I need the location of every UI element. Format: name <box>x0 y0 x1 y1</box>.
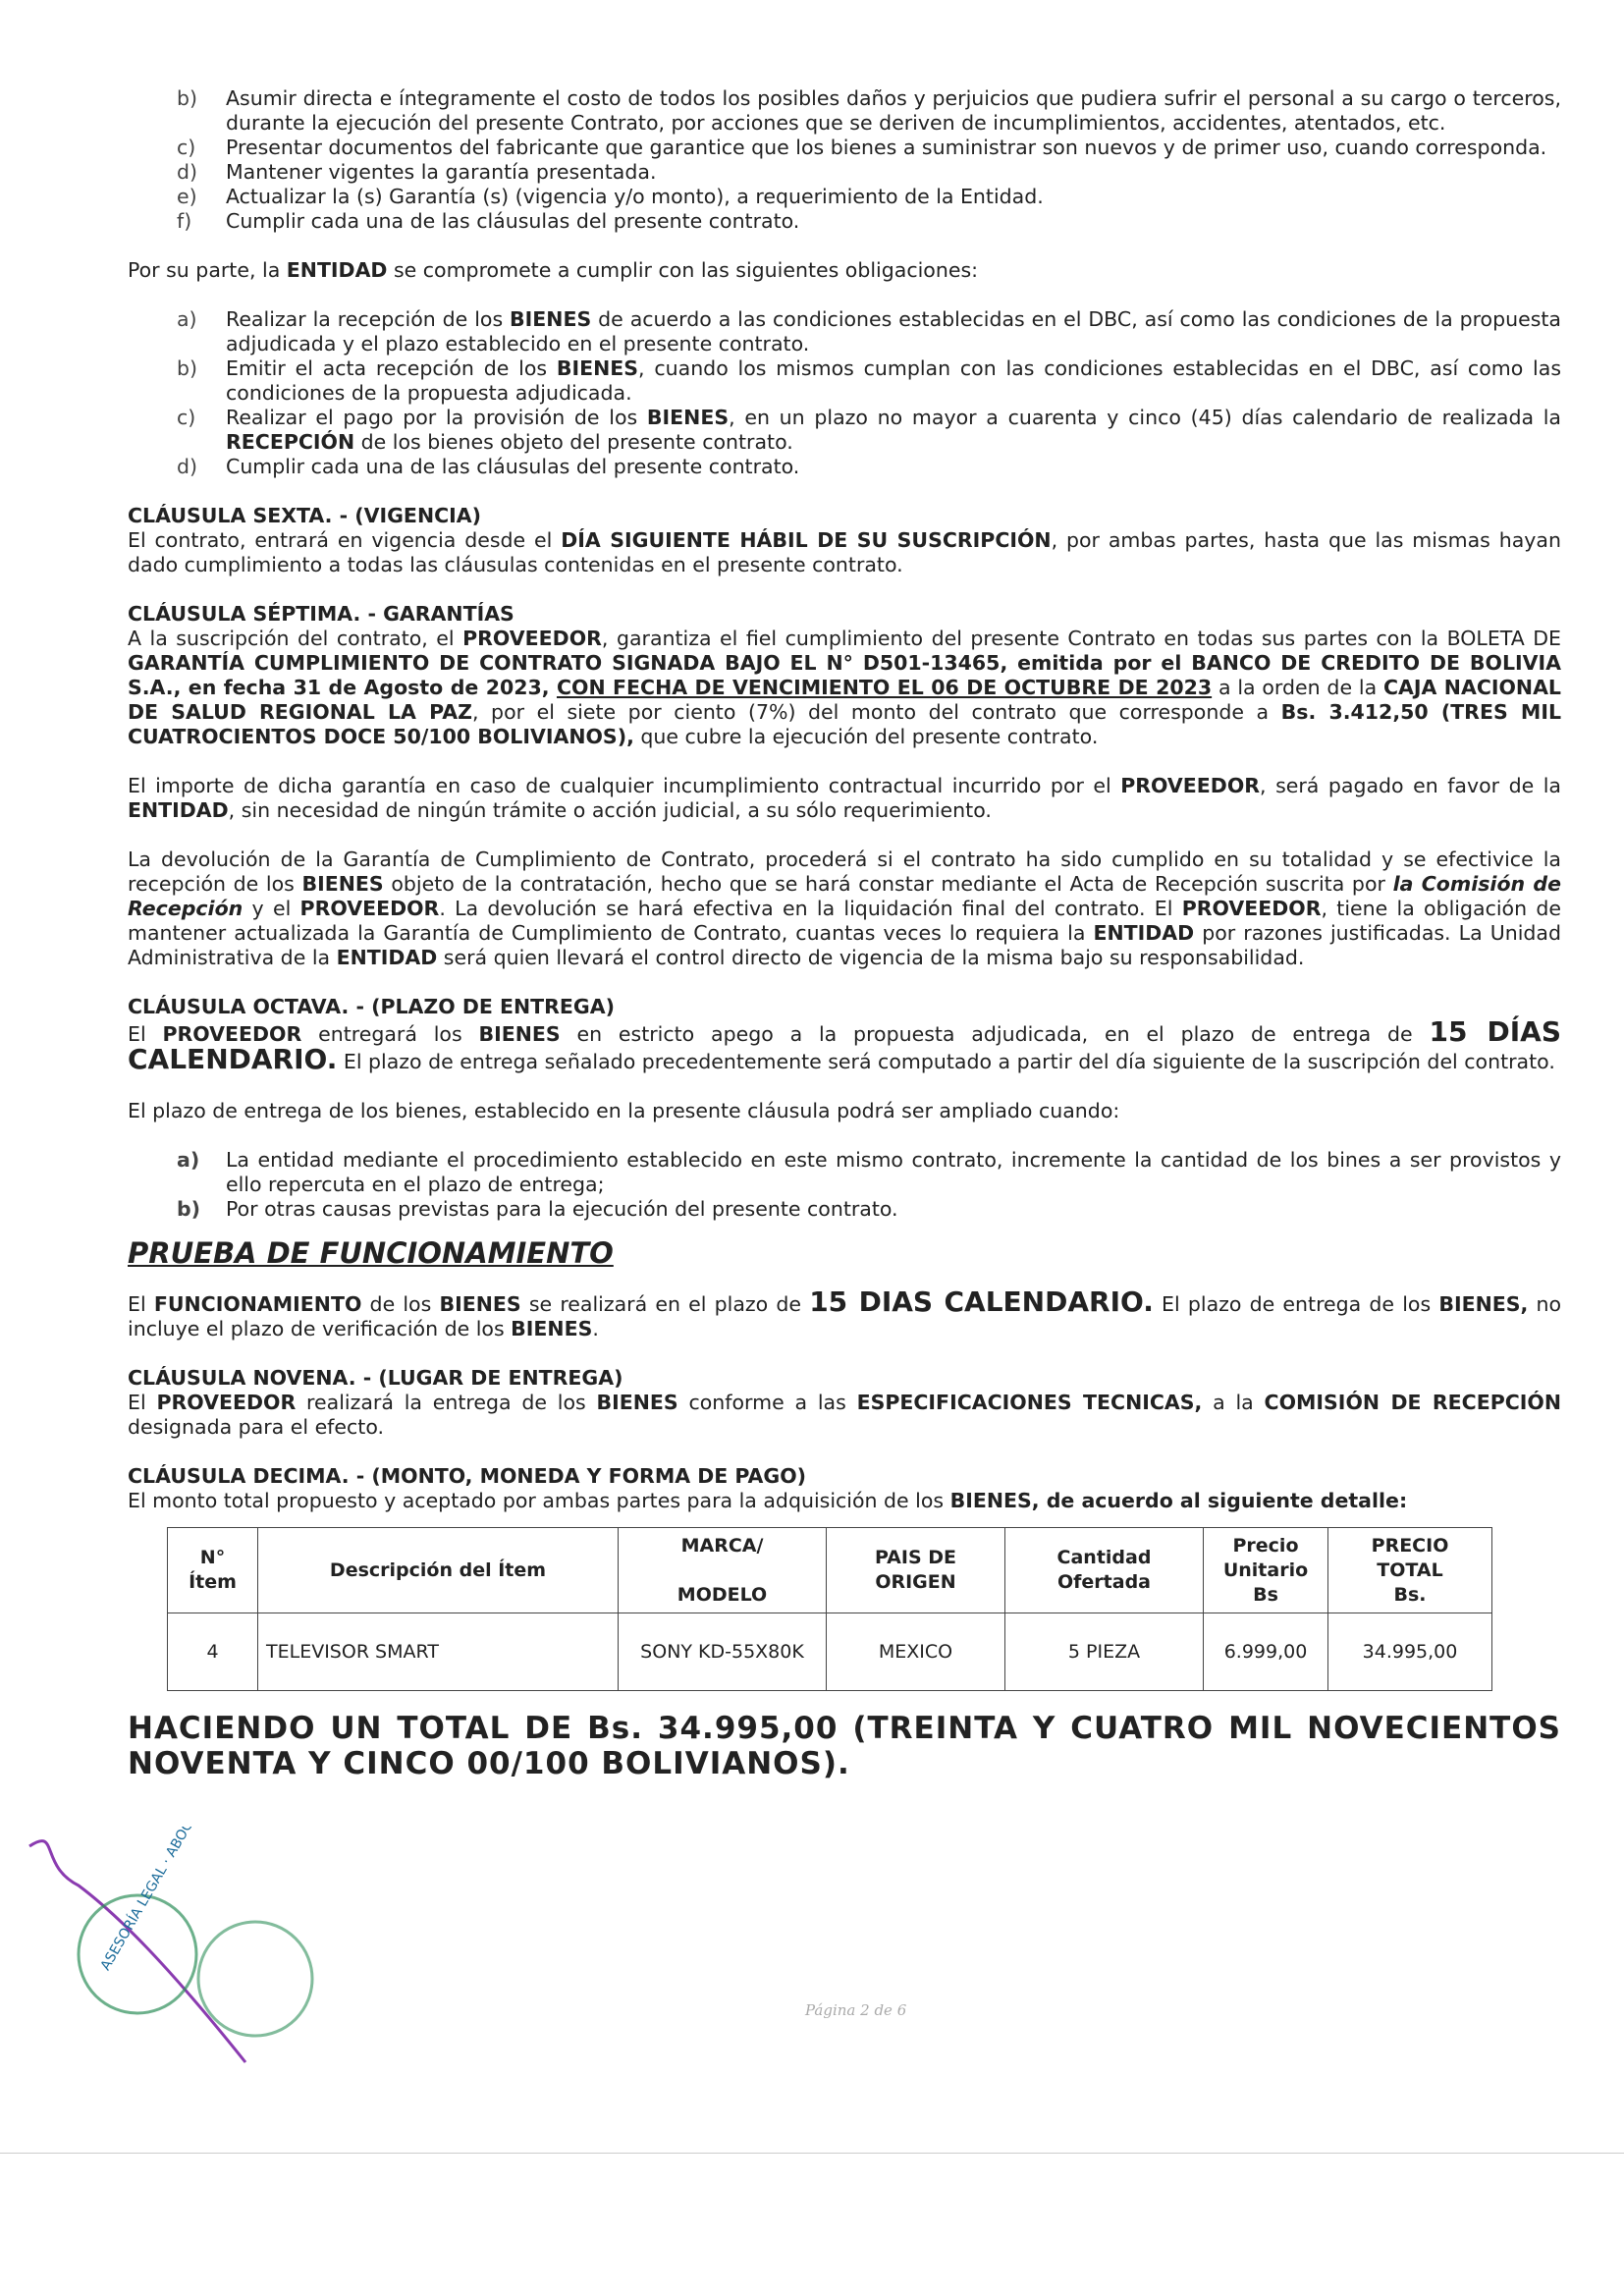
octava-items <box>128 1148 1561 1222</box>
list-item: d) Cumplir cada una de las cláusulas del presente contrato. <box>177 455 800 478</box>
list-item: c) Presentar documentos del fabricante que garantice que los bienes a suministrar son nuevos y de primer uso, cuando corresponda. <box>177 136 1547 159</box>
clause-octava-title: CLÁUSULA OCTAVA. - (PLAZO DE ENTREGA) <box>128 995 615 1018</box>
clause-septima-p2: El importe de dicha garantía en caso de cualquier incumplimiento contractual incurrido por el PROVEEDOR, será pagado en favor de la ENTIDAD, sin necesidad de ningún trámite o acción judicial, a su sólo requerimiento. <box>128 774 1561 822</box>
page-divider <box>0 2153 1624 2154</box>
clause-septima-title: CLÁUSULA SÉPTIMA. - GARANTÍAS <box>128 602 514 626</box>
provider-obligations <box>128 86 1561 234</box>
clause-septima-text: A la suscripción del contrato, el PROVEEDOR, garantiza el fiel cumplimiento del presente Contrato en todas sus partes con la BOLETA DE GARANTÍA CUMPLIMIENTO DE CONTRATO SIGNADA BAJO EL N° D501-13465, emitida por el BANCO DE CREDITO DE BOLIVIA S.A., en fecha 31 de Agosto de 2023, CON FECHA DE VENCIMIENTO EL 06 DE OCTUBRE DE 2023 a la orden de la CAJA NACIONAL DE SALUD REGIONAL LA PAZ, por el siete por ciento (7%) del monto del contrato que corresponde a Bs. 3.412,50 (TRES MIL CUATROCIENTOS DOCE 50/100 BOLIVIANOS), que cubre la ejecución del presente contrato. <box>128 627 1562 748</box>
clause-novena-title: CLÁUSULA NOVENA. - (LUGAR DE ENTREGA) <box>128 1366 623 1390</box>
entity-obligations <box>128 307 1561 479</box>
list-item: e) Actualizar la (s) Garantía (s) (vigencia y/o monto), a requerimiento de la Entidad. <box>177 185 1044 208</box>
document-page <box>128 86 1561 1781</box>
clause-octava-text: El PROVEEDOR entregará los BIENES en estricto apego a la propuesta adjudicada, en el plazo de entrega de 15 DÍAS CALENDARIO. El plazo de entrega señalado precedentemente será computado a partir del día siguiente de la suscripción del contrato. <box>128 1015 1562 1075</box>
table-row: 4 TELEVISOR SMART SONY KD-55X80K MEXICO 5 PIEZA 6.999,00 34.995,00 <box>168 1613 1492 1691</box>
section-prueba-title: PRUEBA DE FUNCIONAMIENTO <box>128 1236 614 1270</box>
list-item: c) Realizar el pago por la provisión de los BIENES, en un plazo no mayor a cuarenta y cinco (45) días calendario de realizada la RECEPCIÓN de los bienes objeto del presente contrato. <box>177 406 1561 454</box>
list-item: a) La entidad mediante el procedimiento establecido en este mismo contrato, incremente la cantidad de los bines a ser provistos y ello repercuta en el plazo de entrega; <box>177 1148 1561 1196</box>
clause-decima-title: CLÁUSULA DECIMA. - (MONTO, MONEDA Y FORMA DE PAGO) <box>128 1464 807 1488</box>
clause-sexta-title: CLÁUSULA SEXTA. - (VIGENCIA) <box>128 504 482 527</box>
prueba-text: El FUNCIONAMIENTO de los BIENES se realizará en el plazo de 15 DIAS CALENDARIO. El plazo de entrega de los BIENES, no incluye el plazo de verificación de los BIENES. <box>128 1285 1562 1340</box>
table-header-row: N° Ítem Descripción del Ítem MARCA/ MODELO PAIS DE ORIGEN Cantidad Ofertada Precio Unitario Bs PRECIO TOTAL Bs. <box>168 1528 1492 1613</box>
clause-octava-p2: El plazo de entrega de los bienes, establecido en la presente cláusula podrá ser ampliado cuando: <box>128 1099 1120 1122</box>
svg-text:ASESORÍA LEGAL · ABOGADA · SEG: ASESORÍA LEGAL · ABOGADA · SEGURO SOCIAL <box>97 1827 275 1974</box>
total-amount: HACIENDO UN TOTAL DE Bs. 34.995,00 (TREINTA Y CUATRO MIL NOVECIENTOS NOVENTA Y CINCO 00/100 BOLIVIANOS). <box>128 1711 1561 1781</box>
clause-sexta-text: El contrato, entrará en vigencia desde el DÍA SIGUIENTE HÁBIL DE SU SUSCRIPCIÓN, por ambas partes, hasta que las mismas hayan dado cumplimiento a todas las cláusulas contenidas en el presente contrato. <box>128 528 1561 576</box>
entity-intro: Por su parte, la ENTIDAD se compromete a cumplir con las siguientes obligaciones: <box>128 258 979 282</box>
page-number: Página 2 de 6 <box>805 2001 907 2019</box>
list-item: b) Emitir el acta recepción de los BIENES, cuando los mismos cumplan con las condiciones establecidas en el DBC, así como las condiciones de la propuesta adjudicada. <box>177 356 1561 405</box>
list-item: b) Por otras causas previstas para la ejecución del presente contrato. <box>177 1197 898 1221</box>
clause-novena-text: El PROVEEDOR realizará la entrega de los BIENES conforme a las ESPECIFICACIONES TECNICAS, a la COMISIÓN DE RECEPCIÓN designada para el efecto. <box>128 1391 1561 1439</box>
stamp <box>20 1827 344 2086</box>
clause-septima-p3: La devolución de la Garantía de Cumplimiento de Contrato, procederá si el contrato ha sido cumplido en su totalidad y se efectivice la recepción de los BIENES objeto de la contratación, hecho que se hará constar mediante el Acta de Recepción suscrita por la Comisión de Recepción y el PROVEEDOR. La devolución se hará efectiva en la liquidación final del contrato. El PROVEEDOR, tiene la obligación de mantener actualizada la Garantía de Cumplimiento de Contrato, cuantas veces lo requiera la ENTIDAD por razones justificadas. La Unidad Administrativa de la ENTIDAD será quien llevará el control directo de vigencia de la misma bajo su responsabilidad. <box>128 847 1561 969</box>
list-item: b) Asumir directa e íntegramente el costo de todos los posibles daños y perjuicios que pudiera sufrir el personal a su cargo o terceros, durante la ejecución del presente Contrato, por acciones que se deriven de incumplimientos, accidentes, atentados, etc. <box>177 86 1561 135</box>
list-item: d) Mantener vigentes la garantía presentada. <box>177 160 657 184</box>
items-table <box>167 1527 1492 1691</box>
list-item: f) Cumplir cada una de las cláusulas del presente contrato. <box>177 209 800 233</box>
list-item: a) Realizar la recepción de los BIENES de acuerdo a las condiciones establecidas en el DBC, así como las condiciones de la propuesta adjudicada y el plazo establecido en el presente contrato. <box>177 307 1561 355</box>
clause-decima-text: El monto total propuesto y aceptado por ambas partes para la adquisición de los BIENES, de acuerdo al siguiente detalle: <box>128 1489 1408 1512</box>
